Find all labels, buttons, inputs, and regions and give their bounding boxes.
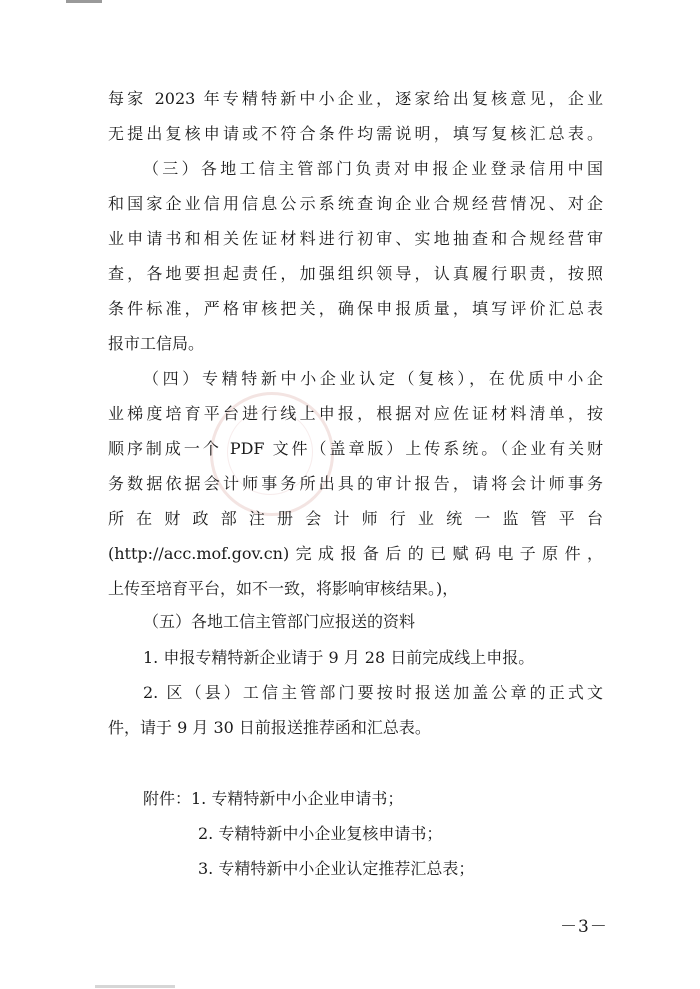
body-line: 所在财政部注册会计师行业统一监管平台 xyxy=(108,509,603,528)
scan-edge-mark xyxy=(66,0,102,3)
body-line: 条件标准，严格审核把关，确保申报质量，填写评价汇总表 xyxy=(108,299,603,318)
list-item-2: 2. 区（县）工信主管部门要按时报送加盖公章的正式文 xyxy=(143,683,603,702)
scan-edge-mark xyxy=(95,985,175,988)
attachment-item-3: 3. 专精特新中小企业认定推荐汇总表； xyxy=(198,859,475,878)
attachment-item-2: 2. 专精特新中小企业复核申请书； xyxy=(198,824,443,843)
section-3-heading-line: （三）各地工信主管部门负责对申报企业登录信用中国 xyxy=(143,159,603,178)
body-line: 务数据依据会计师事务所出具的审计报告，请将会计师事务 xyxy=(108,474,603,493)
body-line: 每家 2023 年专精特新中小企业，逐家给出复核意见，企业 xyxy=(108,89,603,108)
body-line: 无提出复核申请或不符合条件均需说明，填写复核汇总表。 xyxy=(108,124,603,143)
section-5-heading: （五）各地工信主管部门应报送的资料 xyxy=(143,612,416,631)
body-line: 上传至培育平台，如不一致，将影响审核结果。)， xyxy=(108,579,459,598)
page-number: －3－ xyxy=(560,917,608,937)
body-line: 顺序制成一个 PDF 文件（盖章版）上传系统。（企业有关财 xyxy=(108,439,603,458)
body-line: 查，各地要担起责任，加强组织领导，认真履行职责，按照 xyxy=(108,264,603,283)
section-4-heading-line: （四）专精特新中小企业认定（复核），在优质中小企 xyxy=(143,369,603,388)
body-line-url: (http://acc.mof.gov.cn)完成报备后的已赋码电子原件， xyxy=(108,544,603,563)
body-line: 报市工信局。 xyxy=(108,334,205,353)
body-line: 业梯度培育平台进行线上申报，根据对应佐证材料清单，按 xyxy=(108,404,603,423)
body-line: 业申请书和相关佐证材料进行初审、实地抽查和合规经营审 xyxy=(108,229,603,248)
body-line: 和国家企业信用信息公示系统查询企业合规经营情况、对企 xyxy=(108,194,603,213)
body-line: 件，请于 9 月 30 日前报送推荐函和汇总表。 xyxy=(108,718,431,737)
list-item-1: 1. 申报专精特新企业请于 9 月 28 日前完成线上申报。 xyxy=(143,648,535,667)
attachment-item-1: 附件：1. 专精特新中小企业申请书； xyxy=(143,789,404,808)
